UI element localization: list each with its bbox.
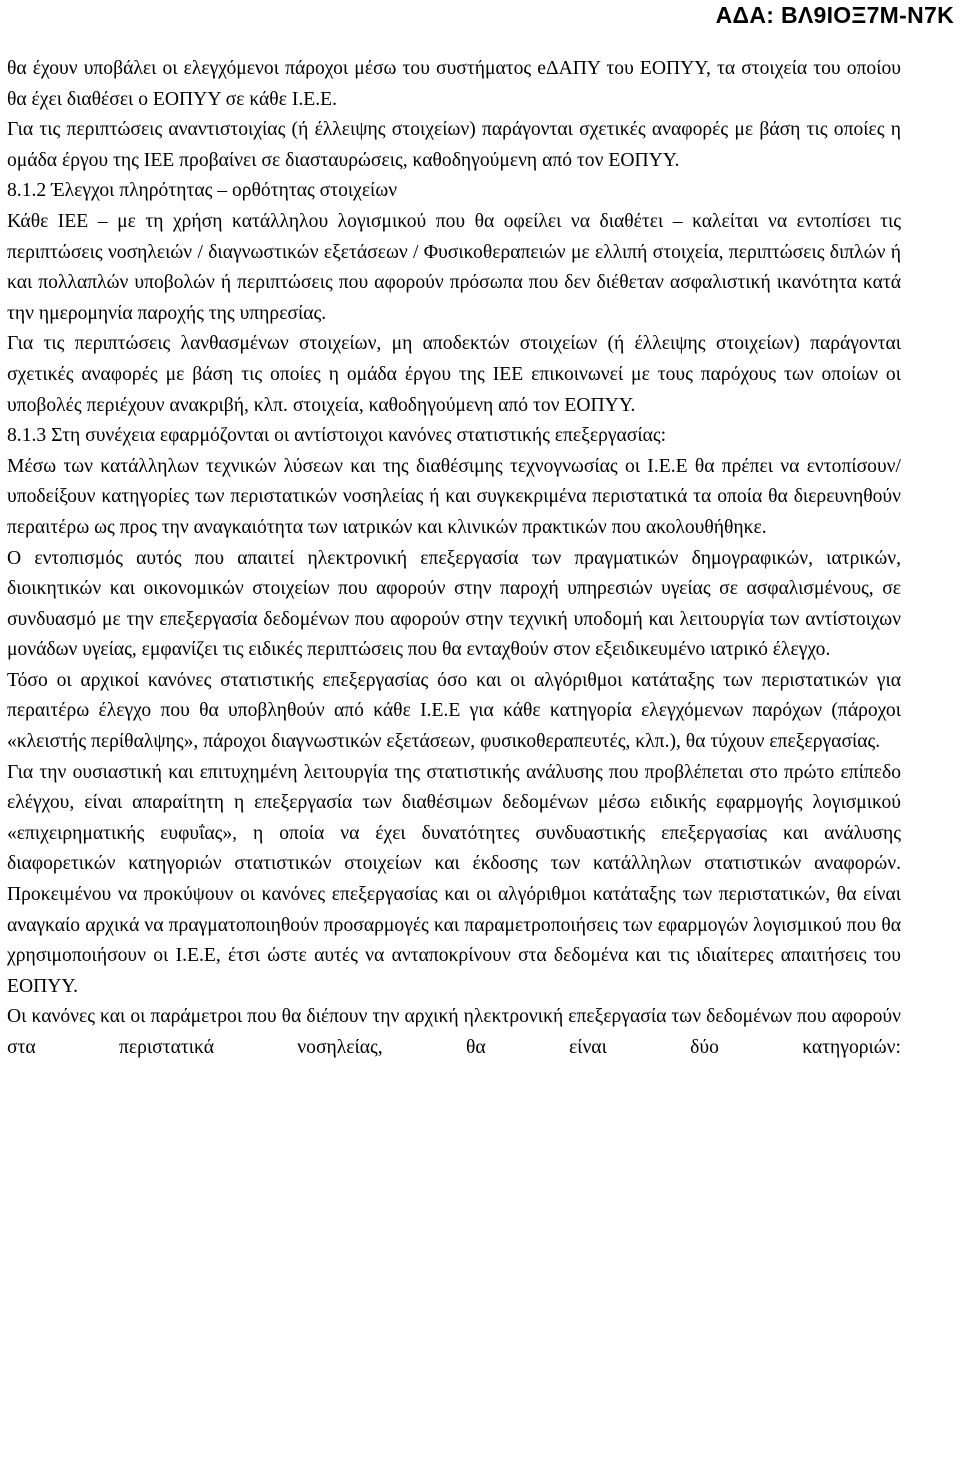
paragraph-erroneous-data: Για τις περιπτώσεις λανθασμένων στοιχείων, μη αποδεκτών στοιχείων (ή έλλειψης στοιχείων) παράγονται σχετικές αναφορές με βάση τις οποίες η ομάδα έργου της ΙΕΕ επικοινωνεί με τους παρόχους των οποίων οι υποβολές περιέχουν ανακριβή, κλπ. στοιχεία, καθοδηγούμενη από τον ΕΟΠΥΥ. (7, 333, 901, 416)
paragraph-statistical-analysis: Για την ουσιαστική και επιτυχημένη λειτουργία της στατιστικής ανάλυσης που προβλέπεται στο πρώτο επίπεδο ελέγχου, είναι απαραίτητη η επεξεργασία των διαθέσιμων δεδομένων μέσω ειδικής εφαρμογής λογισμικού «επιχειρηματικής ευφυΐας», η οποία να έχει δυνατότητες συνδυαστικής επεξεργασίας και ανάλυσης διαφορετικών κατηγοριών στατιστικών στοιχείων και έκδοσης των κατάλληλων στατιστικών αναφορών. Προκειμένου να προκύψουν οι κανόνες επεξεργασίας και οι αλγόριθμοι κατάταξης των περιστατικών, θα είναι αναγκαίο αρχικά να πραγματοποιηθούν προσαρμογές και παραμετροποιήσεις των εφαρμογών λογισμικού που θα χρησιμοποιήσουν οι Ι.Ε.Ε, έτσι ώστε αυτές να ανταποκρίνουν στα δεδομένα και τις ιδιαίτερες απαιτήσεις του ΕΟΠΥΥ. (7, 761, 901, 997)
paragraph-mismatch-reports: Για τις περιπτώσεις αναντιστοιχίας (ή έλλειψης στοιχείων) παράγονται σχετικές αναφορές με βάση τις οποίες η ομάδα έργου της ΙΕΕ προβαίνει σε διασταυρώσεις, καθοδηγούμενη από τον ΕΟΠΥΥ. (7, 119, 901, 171)
paragraph-technical-solutions: Μέσω των κατάλληλων τεχνικών λύσεων και της διαθέσιμης τεχνογνωσίας οι Ι.Ε.Ε θα πρέπει να εντοπίσουν/ υποδείξουν κατηγορίες των περιστατικών νοσηλείας ή και συγκεκριμένα περιστατικά τα οποία θα διερευνηθούν περαιτέρω ως προς την αναγκαιότητα των ιατρικών και κλινικών πρακτικών που ακολουθήθηκε. (7, 455, 901, 538)
section-heading-8-1-3: 8.1.3 Στη συνέχεια εφαρμόζονται οι αντίστοιχοι κανόνες στατιστικής επεξεργασίας: (7, 425, 667, 447)
ada-code: ΑΔΑ: ΒΛ9ΙΟΞ7Μ-Ν7Κ (715, 2, 954, 28)
paragraph-completeness-checks: Κάθε ΙΕΕ – με τη χρήση κατάλληλου λογισμικού που θα οφείλει να διαθέτει – καλείται να εντοπίσει τις περιπτώσεις νοσηλειών / διαγνωστικών εξετάσεων / Φυσικοθεραπειών με ελλιπή στοιχεία, περιπτώσεις διπλών ή και πολλαπλών υποβολών ή περιπτώσεις που αφορούν πρόσωπα που δεν διέθεταν ασφαλιστική ικανότητα κατά την ημερομηνία παροχής της υπηρεσίας. (7, 210, 901, 324)
section-heading-8-1-2: 8.1.2 Έλεγχοι πληρότητας – ορθότητας στοιχείων (7, 180, 398, 202)
paragraph-initial-rules: Τόσο οι αρχικοί κανόνες στατιστικής επεξεργασίας όσο και οι αλγόριθμοι κατάταξης των περιστατικών για περαιτέρω έλεγχο που θα υποβληθούν από κάθε Ι.Ε.Ε για κάθε κατηγορία ελεγχόμενων παρόχων (πάροχοι «κλειστής περίθαλψης», πάροχοι διαγνωστικών εξετάσεων, φυσικοθεραπευτές, κλπ.), θα τύχουν επεξεργασίας. (7, 669, 901, 753)
paragraph-rules-categories: Οι κανόνες και οι παράμετροι που θα διέπουν την αρχική ηλεκτρονική επεξεργασία των δεδομένων που αφορούν στα περιστατικά νοσηλείας, θα είναι δύο κατηγοριών: (7, 1006, 901, 1058)
paragraph-continuation: θα έχουν υποβάλει οι ελεγχόμενοι πάροχοι μέσω του συστήματος eΔΑΠΥ του ΕΟΠΥΥ, τα στοιχεία του οποίου θα έχει διαθέσει ο ΕΟΠΥΥ σε κάθε Ι.Ε.Ε. (7, 58, 901, 110)
paragraph-identification: Ο εντοπισμός αυτός που απαιτεί ηλεκτρονική επεξεργασία των πραγματικών δημογραφικών, ιατρικών, διοικητικών και οικονομικών στοιχείων που αφορούν στην παροχή υπηρεσιών υγείας σε ασφαλισμένους, σε συνδυασμό με την επεξεργασία δεδομένων που αφορούν στην τεχνική υποδομή και λειτουργία των αντίστοιχων μονάδων υγείας, εμφανίζει τις ειδικές περιπτώσεις που θα ενταχθούν στον εξειδικευμένο ιατρικό έλεγχο. (7, 547, 901, 661)
document-body (7, 54, 901, 1064)
